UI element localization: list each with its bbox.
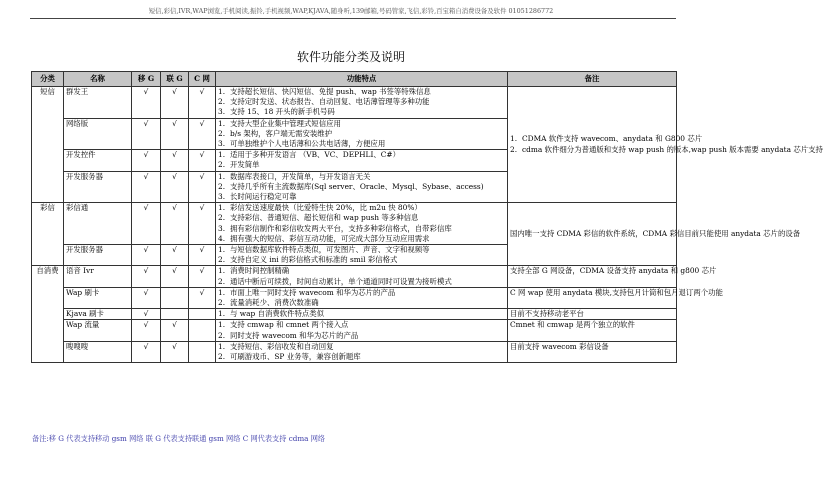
software-name: Wap 流量	[64, 320, 132, 341]
feature-line: 2. 支持彩信、普通短信、超长短信和 wap push 等多种信息	[218, 213, 419, 223]
feature-line: 2. b/s 架构，客户端无需安装维护	[218, 128, 333, 138]
feature-text: 流量消耗少、消费次数准确	[230, 298, 319, 308]
support-mobile-mark: √	[132, 287, 161, 308]
feature-text: 支持 15、18 开头的新手机号码	[230, 107, 335, 117]
feature-line: 2. 支持几乎所有主流数据库(Sql server、Oracle、Mysql、Sybase、access)	[218, 181, 484, 191]
feature-line: 2. 流量消耗少、消费次数准确	[218, 298, 319, 308]
feature-line: 2. 同时支持 wavecom 和华为芯片的产品	[218, 330, 359, 340]
table-row	[32, 87, 677, 119]
support-mobile-mark: √	[132, 171, 161, 203]
support-unicom-mark: √	[161, 203, 189, 245]
support-unicom-mark: √	[161, 150, 189, 171]
features-cell	[216, 287, 508, 308]
table-row	[32, 341, 677, 362]
note-text: CDMA 软件支持 wavecom、anydata 和 G800 芯片	[522, 134, 703, 144]
table-row	[32, 309, 677, 320]
feature-text: b/s 架构，客户端无需安装维护	[230, 128, 333, 138]
feature-text: 拥有彩信制作和彩信收发两大平台，支持多种彩信格式，自带彩信库	[230, 223, 452, 233]
table-row	[32, 287, 677, 308]
feature-line: 2. 开发简单	[218, 160, 260, 170]
support-cdma-mark: √	[189, 118, 216, 150]
support-cdma-mark: √	[189, 203, 216, 245]
feature-line: 1. 市面上唯一同时支持 wavecom 和华为芯片的产品	[218, 287, 396, 297]
feature-text: 支持几乎所有主流数据库(Sql server、Oracle、Mysql、Sybase、access)	[230, 181, 484, 191]
support-unicom-mark: √	[161, 118, 189, 150]
software-name: 开发服务器	[64, 171, 132, 203]
support-unicom-mark	[161, 287, 189, 308]
feature-text: 支持超长短信、快闪短信、免提 push、wap 书签等特殊信息	[230, 87, 431, 96]
feature-text: 适用于多种开发语言 （VB、VC、DEPHLI、C#）	[230, 150, 400, 160]
support-unicom-mark: √	[161, 341, 189, 362]
features-cell	[216, 118, 508, 150]
notes-cell: 目前不支持移动老平台	[508, 309, 677, 320]
support-cdma-mark	[189, 320, 216, 341]
support-cdma-mark: √	[189, 87, 216, 119]
support-unicom-mark: √	[161, 245, 189, 266]
feature-text: 拥有强大的短信、彩信互动功能，可完成大部分互动应用需求	[230, 233, 430, 243]
feature-text: 支持 cmwap 和 cmnet 两个接入点	[230, 320, 349, 330]
support-unicom-mark: √	[161, 87, 189, 119]
feature-text: 开发简单	[230, 160, 260, 170]
category-cell: 自消费	[32, 266, 64, 363]
support-mobile-mark: √	[132, 203, 161, 245]
software-name: 语音 Ivr	[64, 266, 132, 287]
header-c-net: C 网	[189, 72, 216, 87]
support-unicom-mark: √	[161, 171, 189, 203]
feature-text: 消费时间控制精确	[230, 266, 290, 276]
feature-line: 1. 支持大型企业集中管理式短信应用	[218, 118, 341, 128]
notes-cell: 目前支持 wavecom 彩信设备	[508, 341, 677, 362]
feature-line: 1. 支持 cmwap 和 cmnet 两个接入点	[218, 320, 349, 330]
header-rule	[30, 18, 676, 19]
feature-line: 1. 彩信发送速度最快（比爱特生快 20%，比 m2u 快 80%）	[218, 203, 422, 213]
feature-line: 3. 可单独维护个人电话薄和公共电话薄，方便应用	[218, 139, 386, 149]
feature-text: 市面上唯一同时支持 wavecom 和华为芯片的产品	[230, 287, 396, 297]
notes-cell: Cmnet 和 cmwap 是两个独立的软件	[508, 320, 677, 341]
header-unicom-g: 联 G	[161, 72, 189, 87]
support-cdma-mark: √	[189, 266, 216, 287]
feature-line: 1. 消费时间控制精确	[218, 266, 290, 276]
feature-text: 与 wap 自消费软件特点类似	[230, 309, 325, 319]
feature-text: 同时支持 wavecom 和华为芯片的产品	[230, 330, 359, 340]
feature-line: 2. 支持定时发送、状态报告、自动回复、电话薄管理等多种功能	[218, 97, 430, 107]
support-cdma-mark: √	[189, 150, 216, 171]
feature-text: 通话中断后可续拨，时间自动累计，单个通道同时可设置为接听模式	[230, 276, 452, 286]
header-mobile-g: 移 G	[132, 72, 161, 87]
feature-text: 可刷游戏币、SP 业务等，兼容创新题库	[230, 352, 361, 362]
feature-line: 2. 可刷游戏币、SP 业务等，兼容创新题库	[218, 352, 361, 362]
support-mobile-mark: √	[132, 266, 161, 287]
support-mobile-mark: √	[132, 150, 161, 171]
table-row	[32, 203, 677, 245]
feature-line: 1. 支持短信、彩信收发和自动回复	[218, 341, 334, 351]
support-mobile-mark: √	[132, 87, 161, 119]
features-cell	[216, 203, 508, 245]
feature-text: 数据库表接口，开发简单，与开发语言无关	[230, 171, 371, 181]
header-category: 分类	[32, 72, 64, 87]
header-notes: 备注	[508, 72, 677, 87]
software-table	[31, 71, 823, 363]
feature-text: 与短信数据库软件特点类似，可发图片、声音、文字和视频等	[230, 245, 430, 255]
support-cdma-mark	[189, 341, 216, 362]
features-cell	[216, 245, 508, 266]
feature-text: 支持短信、彩信收发和自动回复	[230, 341, 334, 351]
feature-line: 1. 与 wap 自消费软件特点类似	[218, 309, 325, 319]
feature-text: 长时间运行稳定可靠	[230, 192, 297, 202]
features-cell	[216, 266, 508, 287]
table-header-row	[32, 72, 677, 87]
note-text: cdma 软件细分为普通版和支持 wap push 的版本,wap push 版本需要 anydata 芯片支持	[522, 144, 823, 154]
footer-note: 备注:移 G 代表支持移动 gsm 网络 联 G 代表支持联通 gsm 网络 C 网代表支持 cdma 网络	[32, 434, 326, 443]
support-mobile-mark: √	[132, 320, 161, 341]
support-unicom-mark: √	[161, 320, 189, 341]
support-mobile-mark: √	[132, 245, 161, 266]
feature-line: 1. 与短信数据库软件特点类似，可发图片、声音、文字和视频等	[218, 245, 430, 255]
software-name: 群发王	[64, 87, 132, 119]
category-cell: 短信	[32, 87, 64, 203]
feature-line: 1. 数据库表接口，开发简单，与开发语言无关	[218, 171, 371, 181]
features-cell	[216, 150, 508, 171]
feature-line: 2. 通话中断后可续拨，时间自动累计，单个通道同时可设置为接听模式	[218, 276, 452, 286]
software-name: Wap 刷卡	[64, 287, 132, 308]
feature-text: 支持彩信、普通短信、超长短信和 wap push 等多种信息	[230, 213, 419, 223]
page-header-text: 短信,彩信,IVR,WAP浏览,手机阅读,振铃,手机视频,WAP,KJAVA,随身听,139邮箱,号码管家,飞信,彩铃,百宝箱自消费设备及软件 01051286772	[148, 7, 554, 15]
header-name: 名称	[64, 72, 132, 87]
feature-line: 3. 长时间运行稳定可靠	[218, 192, 297, 202]
software-name: 开发服务器	[64, 245, 132, 266]
features-cell	[216, 320, 508, 341]
software-name: 网络版	[64, 118, 132, 150]
notes-cell: C 网 wap 使用 anydata 模块,支持包月计筒和包月退订两个功能	[508, 287, 677, 308]
support-cdma-mark	[189, 309, 216, 320]
software-name: 嗖嗖嗖	[64, 341, 132, 362]
software-name: Kjava 刷卡	[64, 309, 132, 320]
feature-line: 1. 支持超长短信、快闪短信、免提 push、wap 书签等特殊信息	[218, 87, 431, 96]
software-name: 开发控件	[64, 150, 132, 171]
document-title: 软件功能分类及说明	[296, 50, 405, 64]
features-cell	[216, 171, 508, 203]
feature-text: 彩信发送速度最快（比爱特生快 20%，比 m2u 快 80%）	[230, 203, 422, 213]
feature-line: 1. 适用于多种开发语言 （VB、VC、DEPHLI、C#）	[218, 150, 400, 160]
feature-line: 3. 支持 15、18 开头的新手机号码	[218, 107, 335, 117]
header-features: 功能特点	[216, 72, 508, 87]
feature-line: 2. 支持自定义 ini 的彩信格式和标准的 smil 彩信格式	[218, 255, 398, 265]
features-cell	[216, 309, 508, 320]
support-unicom-mark: √	[161, 266, 189, 287]
feature-line: 4. 拥有强大的短信、彩信互动功能，可完成大部分互动应用需求	[218, 233, 430, 243]
feature-text: 支持定时发送、状态报告、自动回复、电话薄管理等多种功能	[230, 97, 430, 107]
software-name: 彩信通	[64, 203, 132, 245]
support-cdma-mark: √	[189, 171, 216, 203]
feature-line: 3. 拥有彩信制作和彩信收发两大平台，支持多种彩信格式，自带彩信库	[218, 223, 452, 233]
category-cell: 彩信	[32, 203, 64, 266]
support-mobile-mark: √	[132, 341, 161, 362]
feature-text: 可单独维护个人电话薄和公共电话薄，方便应用	[230, 139, 386, 149]
features-cell	[216, 87, 508, 119]
feature-text: 支持大型企业集中管理式短信应用	[230, 118, 341, 128]
table-row	[32, 320, 677, 341]
features-cell	[216, 341, 508, 362]
support-cdma-mark: √	[189, 245, 216, 266]
feature-text: 支持自定义 ini 的彩信格式和标准的 smil 彩信格式	[230, 255, 398, 265]
notes-cell: 国内唯一支持 CDMA 彩信的软件系统，CDMA 彩信目前只能使用 anydata 芯片的设备	[508, 203, 677, 266]
notes-cell: 1. CDMA 软件支持 wavecom、anydata 和 G800 芯片 2. cdma 软件细分为普通版和支持 wap push 的版本,wap push 版本需要 anydata 芯片支持	[508, 87, 677, 203]
support-mobile-mark: √	[132, 118, 161, 150]
notes-cell: 支持全部 G 网设备，CDMA 设备支持 anydata 和 g800 芯片	[508, 266, 677, 287]
support-mobile-mark: √	[132, 309, 161, 320]
support-cdma-mark: √	[189, 287, 216, 308]
table-row	[32, 266, 677, 287]
support-unicom-mark	[161, 309, 189, 320]
